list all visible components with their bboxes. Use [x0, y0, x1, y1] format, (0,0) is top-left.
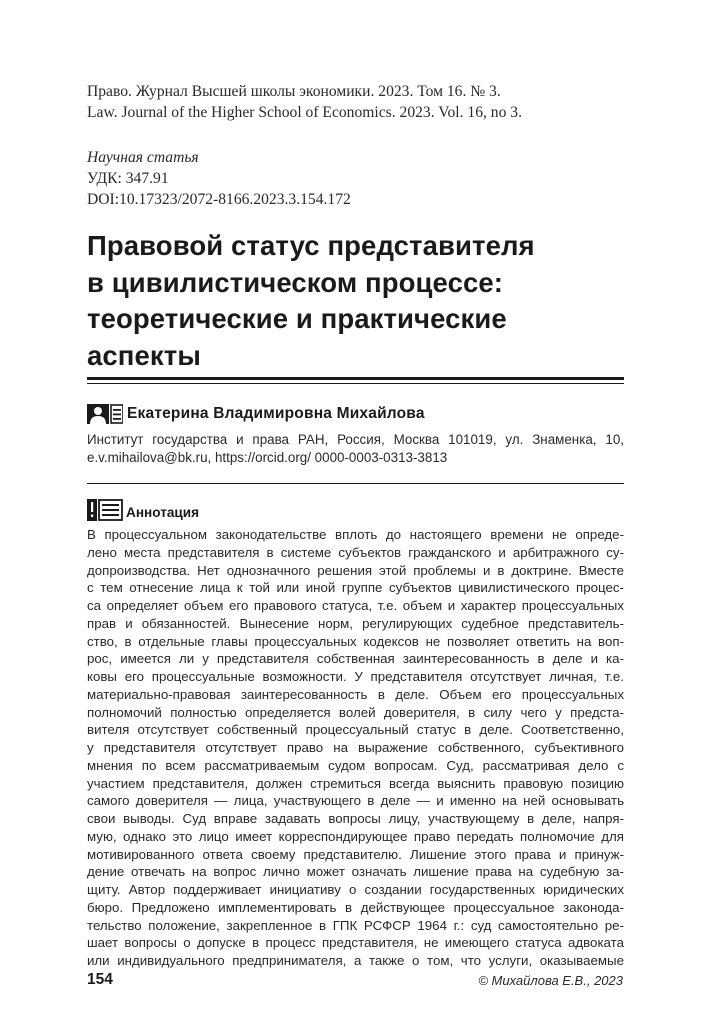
- abstract-line: мотивированного ответа своему представителю. Лишение этого права и принуж-: [87, 846, 624, 862]
- abstract-line: участием представителя, должен стремиться всегда выяснить правовую позицию: [87, 775, 624, 791]
- journal-title-en: Law. Journal of the Higher School of Economics. 2023. Vol. 16, no 3.: [87, 104, 522, 121]
- author-affiliation: [87, 431, 624, 467]
- copyright-notice: © Михайлова Е.В., 2023: [478, 973, 623, 988]
- journal-header: [87, 81, 522, 123]
- abstract-list-icon: [87, 499, 123, 521]
- abstract-line: дение отвечать на вопрос лично может означать лишение права на судебную за-: [87, 864, 624, 880]
- abstract-line: свои выводы. Суд вправе задавать вопросы лицу, участвующему в деле, напря-: [87, 811, 624, 826]
- title-line: в цивилистическом процессе:: [87, 266, 504, 298]
- abstract-line: мнения по всем рассматриваемым судом вопросам. Суд, рассматривая дело с: [87, 757, 624, 773]
- abstract-line: у представителя отсутствует право на выражение собственного, субъективного: [87, 740, 624, 755]
- abstract-title: Аннотация: [126, 505, 200, 520]
- page-number: 154: [87, 971, 113, 988]
- affiliation-contacts: e.v.mihailova@bk.ru, https://orcid.org/ 0000-0003-0313-3813: [87, 450, 448, 465]
- abstract-line: щиту. Автор поддерживает инициативу о создании государственных юридических: [87, 882, 624, 897]
- affiliation-line: Институт государства и права РАН, Россия, Москва 101019, ул. Знаменка, 10,: [87, 432, 624, 447]
- abstract-line: ство, в отдельные главы процессуальных кодексов не позволяет ответить на воп-: [87, 633, 624, 649]
- abstract-line: са определяет объем его правового статуса, т.е. объем и характер процессуальных: [87, 598, 624, 613]
- abstract-line: прав и обязанностей. Вынесение норм, регулирующих судебное представитель-: [87, 615, 624, 631]
- journal-title-ru: Право. Журнал Высшей школы экономики. 2023. Том 16. № 3.: [87, 83, 501, 100]
- title-line: Правовой статус представителя: [87, 230, 535, 261]
- abstract-line: с тем отнесение лица к той или иной группе субъектов цивилистического процес-: [87, 580, 624, 596]
- abstract-line: шает вопросы о допуске в процесс представителя, не имеющего статуса адвоката: [87, 935, 624, 951]
- title-line: теоретические и практические: [87, 303, 507, 334]
- article-meta: [87, 147, 351, 210]
- abstract-body: [87, 526, 624, 970]
- title-rule-thick: [87, 377, 624, 380]
- abstract-line: мую, однако это лицо имеет корреспондирующее право передать полномочие для: [87, 828, 624, 844]
- abstract-line: материально-правовая заинтересованность в деле. Объем его процессуальных: [87, 686, 624, 702]
- abstract-line: или индивидуального предпринимателя, а также о том, что услуги, оказываемые: [87, 953, 624, 968]
- abstract-heading: [87, 497, 199, 521]
- article-type: Научная статья: [87, 149, 199, 166]
- abstract-line: самого доверителя — лица, участвующего в деле — и именно на ней основывать: [87, 793, 624, 809]
- title-line: аспекты: [87, 339, 201, 371]
- section-rule: [87, 483, 624, 484]
- abstract-line: допроизводства. Нет однозначного решения этой проблемы и в доктрине. Вместе: [87, 562, 624, 578]
- abstract-line: ковы его процессуальные возможности. У представителя отсутствует личная, т.е.: [87, 669, 624, 684]
- author-block: [87, 403, 425, 425]
- abstract-line: тельство положение, закрепленное в ГПК РСФСР 1964 г.: суд самостоятельно ре-: [87, 917, 624, 933]
- abstract-line: лено места представителя в системе субъектов гражданского и арбитражного су-: [87, 544, 624, 560]
- abstract-line: вителя отсутствует собственный процессуальный статус в деле. Соответственно,: [87, 722, 624, 738]
- title-rule-thin: [87, 383, 624, 384]
- abstract-line: В процессуальном законодательстве вплоть до настоящего времени не опреде-: [87, 527, 624, 542]
- author-name: Екатерина Владимировна Михайлова: [127, 405, 425, 422]
- abstract-line: бюро. Предложено имплементировать в действующее процессуальное законода-: [87, 899, 624, 915]
- abstract-line: полномочий полностью определяется волей доверителя, в силу чего у предста-: [87, 704, 624, 720]
- abstract-line: рос, имеется ли у представителя собственная заинтересованность в деле и ка-: [87, 651, 624, 667]
- doi: DOI:10.17323/2072-8166.2023.3.154.172: [87, 191, 351, 208]
- udk-code: УДК: 347.91: [87, 170, 169, 187]
- article-title: [87, 228, 627, 374]
- author-card-icon: [87, 404, 123, 424]
